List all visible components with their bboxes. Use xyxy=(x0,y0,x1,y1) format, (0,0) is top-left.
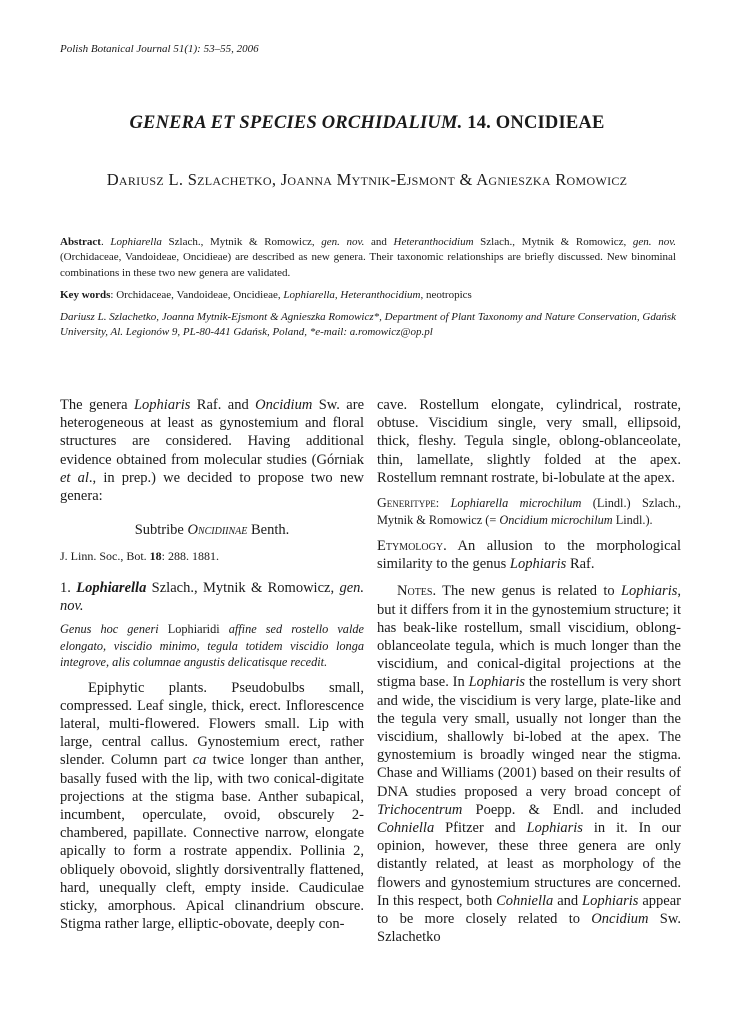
text: appear to be more closely related to xyxy=(377,892,682,928)
text: : 288. 1881. xyxy=(161,549,220,564)
text: and xyxy=(553,892,583,909)
title-italic: GENERA ET SPECIES ORCHIDALIUM. xyxy=(129,113,463,133)
text: . An allusion to the morphological similarity to the genus xyxy=(377,538,681,573)
keywords-text: : Orchidaceae, Vandoideae, Oncidieae, xyxy=(110,289,284,301)
text: Pfitzer and xyxy=(434,820,527,837)
genus-name: Oncidium xyxy=(591,911,649,928)
text: the rostellum is very short and wide, the viscidium is very large, plate-like and the tegula very small, usually not longer than the viscidium, shallowly bi-lobed at the apex. The gynostemium is broadly winged near the stigma. Chase and Williams (2001) based on their results of DNA studies proposed a very broad concept of xyxy=(377,674,681,800)
et-al: et al xyxy=(60,469,89,486)
genus-heading xyxy=(60,579,364,615)
abstract-text: Szlach., Mytnik & Romowicz, xyxy=(161,236,322,248)
text: , but it differs from it in the gynostemium structure; it has beak-like rostellum, small viscidium, oblong-oblanceolate tegula, which is much longer than the viscidium, and conical-digital projections at the stigma base. In xyxy=(377,583,681,691)
genus-name: Lophiarella xyxy=(110,236,162,248)
text: Benth. xyxy=(247,522,290,539)
text: ., in prep.) we decided to propose two new genera: xyxy=(60,469,364,505)
text: . The new genus is related to xyxy=(432,583,621,600)
etymology-label: Etymology xyxy=(377,538,444,555)
description-continued: cave. Rostellum elongate, cylindrical, rostrate, obtuse. Viscidium single, very small, ellipsoid, thick, fleshy. Tegula single, oblong-oblanceolate, thin, lamellate, slightly folded at the apex. Rostellum remnant rostrate, bi-lobulate at the apex. xyxy=(377,397,681,486)
keywords-text: , neotropics xyxy=(420,289,472,301)
genus-number: 1. xyxy=(60,579,77,596)
text: twice longer than anther, basally fused with the lip, with two conical-digitate projections at the stigma base. Anther subapical, incumbent, operculate, ovoid, obscurely 2-chambered, papillate. Connective narrow, elongate apically to form a rostrate appendix. Pollinia 2, obliquely obovoid, slightly dorsiventrally flattened, hard, unequally cleft, empty inside. Caudiculae sticky, amorphous. Apical clinandrium obscure. Stigma rather large, elliptic-obovate, deeply con- xyxy=(60,752,365,933)
text: Sw. Szlachetko xyxy=(377,911,681,946)
etymology xyxy=(377,537,681,573)
abstract-text: Szlach., Mytnik & Romowicz, xyxy=(473,236,633,248)
text: Epiphytic plants. Pseudobulbs small, compressed. Leaf single, thick, erect. Inflorescence lateral, multi-flowered. Flowers small. Lip with large, central callus. Gynostemium erect, rather slender. Column part xyxy=(60,679,364,769)
description-paragraph xyxy=(60,679,364,934)
notes-label: Notes xyxy=(397,583,433,600)
generitype-label: Generitype xyxy=(377,495,436,511)
genus-name: Lophiaris xyxy=(620,583,678,600)
author-list: Dariusz L. Szlachetko, Joanna Mytnik-Ejsmont & Agnieszka Romowicz xyxy=(106,170,628,189)
genus-authors: Szlach., Mytnik & Romowicz, xyxy=(146,579,340,596)
genus-name: Lophiaris xyxy=(468,674,525,691)
volume: 18 xyxy=(149,549,162,564)
abstract xyxy=(60,235,676,281)
keywords-genera: Lophiarella, Heteranthocidium xyxy=(283,289,421,301)
latin-diagnosis xyxy=(60,621,364,671)
text: affine sed rostello valde elongato, viscidio minimo, tegula totidem viscidio longa integrove, alis columnae angustis delicatisque recedit. xyxy=(60,622,364,670)
genus-name: Lophiaris xyxy=(582,892,639,909)
keywords xyxy=(60,288,676,303)
text: Raf. xyxy=(566,556,595,573)
species-name: Oncidium microchilum xyxy=(499,512,613,527)
text: Raf. and xyxy=(190,397,256,413)
genus-name: Cohniella xyxy=(377,820,435,837)
text: Sw. are heterogeneous at least as gynostemium and floral structures are considered. Having additional evidence obtained from molecular studies (Górniak xyxy=(60,397,365,468)
text: (Lindl.) Szlach., Mytnik & Romowicz (= xyxy=(377,496,681,527)
gen-nov: gen. nov. xyxy=(632,236,677,248)
abstract-label: Abstract xyxy=(60,236,101,248)
genus-name: Lophiarella xyxy=(76,579,147,596)
subtribe-heading xyxy=(60,521,364,539)
gen-nov: gen. nov. xyxy=(60,579,364,614)
gen-nov: gen. nov. xyxy=(321,236,365,248)
abstract-text: (Orchidaceae, Vandoideae, Oncidieae) are described as new genera. Their taxonomic relationships are briefly discussed. New binominal combinations in these two new genera are validated. xyxy=(60,251,676,279)
genus-name: Oncidium xyxy=(255,397,313,413)
right-column xyxy=(377,396,681,946)
text: : xyxy=(435,496,451,511)
keywords-label: Key words xyxy=(60,289,111,301)
genus-name: Lophiaridi xyxy=(167,622,220,637)
text: J. Linn. Soc., Bot. xyxy=(60,549,150,564)
left-column xyxy=(60,396,364,933)
author-affiliation: Dariusz L. Szlachetko, Joanna Mytnik-Ejsmont & Agnieszka Romowicz*, Department of Plant Taxonomy and Nature Conservation, Gdańsk University, Al. Legionów 9, PL-80-441 Gdańsk, Poland, *e-mail: a.romowicz@op.pl xyxy=(60,311,676,339)
generitype xyxy=(377,495,681,528)
subtribe-reference xyxy=(60,547,364,565)
abstract-text: and xyxy=(364,236,394,248)
article-title xyxy=(0,113,734,134)
subtribe-name: Oncidiinae xyxy=(187,522,248,539)
text: Lindl.). xyxy=(612,512,653,527)
ca: ca xyxy=(192,752,207,769)
abstract-text: . xyxy=(100,236,111,248)
text: Genus hoc generi xyxy=(60,622,168,637)
journal-citation: Polish Botanical Journal 51(1): 53–55, 2006 xyxy=(60,43,259,55)
title-rest: 14. ONCIDIEAE xyxy=(462,113,605,133)
text: The genera xyxy=(60,397,134,413)
text: Poepp. & Endl. and included xyxy=(462,801,681,818)
genus-name: Lophiaris xyxy=(509,556,567,573)
notes xyxy=(377,582,681,946)
genus-name: Cohniella xyxy=(496,892,554,909)
text: in it. In our opinion, however, these three genera are only distantly related, at least as morphology of the flowers and gynostemium structures are concerned. In this respect, both xyxy=(377,820,681,909)
species-name: Lophiarella microchilum xyxy=(450,496,582,511)
genus-name: Trichocentrum xyxy=(377,801,463,818)
intro-paragraph xyxy=(60,396,364,505)
text: Subtribe xyxy=(134,522,188,539)
genus-name: Lophiaris xyxy=(133,397,191,413)
genus-name: Heteranthocidium xyxy=(393,236,474,248)
genus-name: Lophiaris xyxy=(526,820,583,837)
